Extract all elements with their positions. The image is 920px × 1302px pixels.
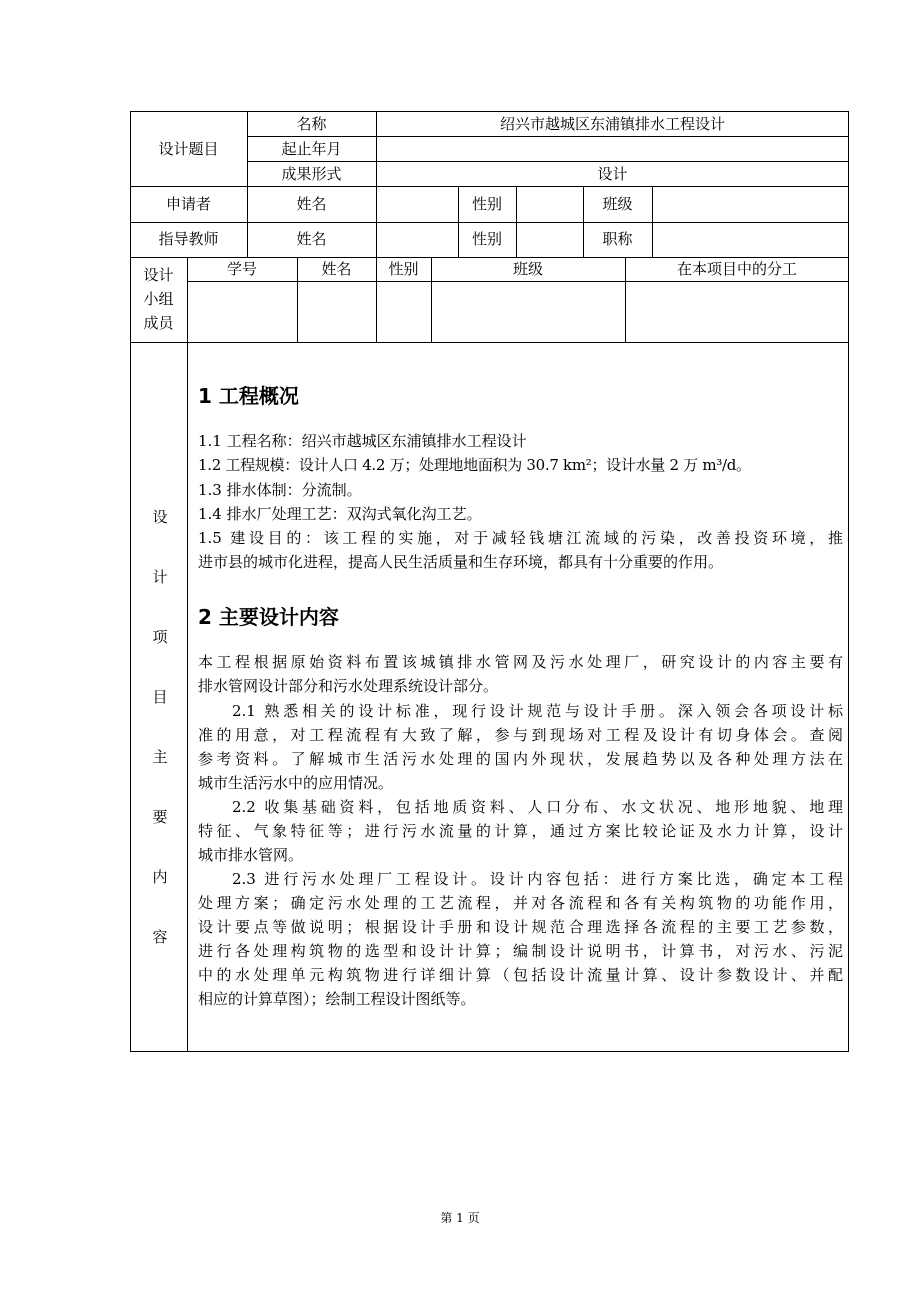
content-label-char: 设 [152,508,168,526]
content-label-char: 内 [152,868,168,886]
row-divider [130,186,849,187]
text-line: 城市排水管网。 [198,846,304,864]
text-line: 进行各处理构筑物的选型和设计计算；编制设计说明书，计算书，对污水、污泥 [198,942,843,960]
overview-item: 1.3 排水体制：分流制。 [198,481,362,499]
text-line: 参考资料。了解城市生活污水处理的国内外现状，发展趋势以及各种处理方法在 [198,750,843,768]
overview-item: 1.4 排水厂处理工艺：双沟式氧化沟工艺。 [198,505,482,523]
text-line: 进市县的城市化进程，提高人民生活质量和生存环境，都具有十分重要的作用。 [198,553,724,571]
group-header-name: 姓名 [321,260,352,278]
page-number: 第 1 页 [440,1211,480,1225]
advisor-gender-label: 性别 [471,230,502,248]
group-label-line: 小组 [143,290,174,308]
applicant-label: 申请者 [165,195,211,213]
applicant-class-label: 班级 [602,195,633,213]
text-line: 2.1 熟悉相关的设计标准，现行设计规范与设计手册。深入领会各项设计标 [232,702,843,720]
content-label-char: 要 [152,808,168,826]
row-divider [247,161,849,162]
text-line: 城市生活污水中的应用情况。 [198,774,394,792]
text-line: 本工程根据原始资料布置该城镇排水管网及污水处理厂，研究设计的内容主要有 [198,653,843,671]
row-divider [247,136,849,137]
advisor-label: 指导教师 [158,230,219,248]
text-line: 2.2 收集基础资料，包括地质资料、人口分布、水文状况、地形地貌、地理 [232,798,843,816]
group-header-class: 班级 [512,260,543,278]
section-heading: 1 工程概况 [198,384,299,408]
content-label-char: 容 [152,928,168,946]
overview-item: 1.1 工程名称：绍兴市越城区东浦镇排水工程设计 [198,432,527,450]
col-divider [652,186,653,257]
overview-item [198,526,843,574]
overview-item: 1.2 工程规模：设计人口 4.2 万；处理地地面积为 30.7 km²；设计水量 2 万 m³/d。 [198,456,751,474]
applicant-gender-label: 性别 [471,195,502,213]
text-line: 处理方案；确定污水处理的工艺流程，并对各流程和各有关构筑物的功能作用， [198,894,843,912]
text-line: 准的用意，对工程流程有大致了解，参与到现场对工程及设计有切身体会。查阅 [198,726,843,744]
text-line: 2.3 进行污水处理厂工程设计。设计内容包括：进行方案比选，确定本工程 [232,870,843,888]
content-label-char: 目 [152,688,168,706]
format-value: 设计 [597,165,628,183]
design-topic-label: 设计题目 [158,140,219,158]
group-header-gender: 性别 [388,260,419,278]
content-label-char: 主 [152,748,168,766]
advisor-title-label: 职称 [602,230,633,248]
text-line: 设计要点等做说明；根据设计手册和设计规范合理选择各流程的主要工艺参数， [198,918,843,936]
group-header-student-id: 学号 [226,260,257,278]
text-line: 排水管网设计部分和污水处理系统设计部分。 [198,677,499,695]
period-label: 起止年月 [281,140,342,158]
advisor-name-label: 姓名 [296,230,327,248]
paragraph [198,699,843,795]
paragraph [198,795,843,867]
group-header-role: 在本项目中的分工 [676,260,797,278]
text-line: 1.5 建设目的：该工程的实施，对于减轻钱塘江流域的污染，改善投资环境，推 [198,529,843,547]
content-label-char: 计 [152,568,168,586]
paragraph [198,650,843,698]
text-line: 中的水处理单元构筑物进行详细计算（包括设计流量计算、设计参数设计、并配 [198,966,843,984]
row-divider [187,281,849,282]
paragraph [198,867,843,1011]
text-line: 特征、气象特征等；进行污水流量的计算，通过方案比较论证及水力计算，设计 [198,822,843,840]
col-divider [516,186,517,257]
col-divider [187,257,188,1052]
row-divider [130,257,849,258]
group-label-line: 成员 [143,314,174,332]
section-heading: 2 主要设计内容 [198,605,339,629]
applicant-name-label: 姓名 [296,195,327,213]
project-name-value: 绍兴市越城区东浦镇排水工程设计 [499,115,725,133]
name-label: 名称 [296,115,327,133]
row-divider [130,342,849,343]
content-label-char: 项 [152,628,168,646]
text-line: 相应的计算草图）；绘制工程设计图纸等。 [198,990,476,1008]
format-label: 成果形式 [281,165,342,183]
row-divider [130,222,849,223]
group-label-line: 设计 [143,266,174,284]
